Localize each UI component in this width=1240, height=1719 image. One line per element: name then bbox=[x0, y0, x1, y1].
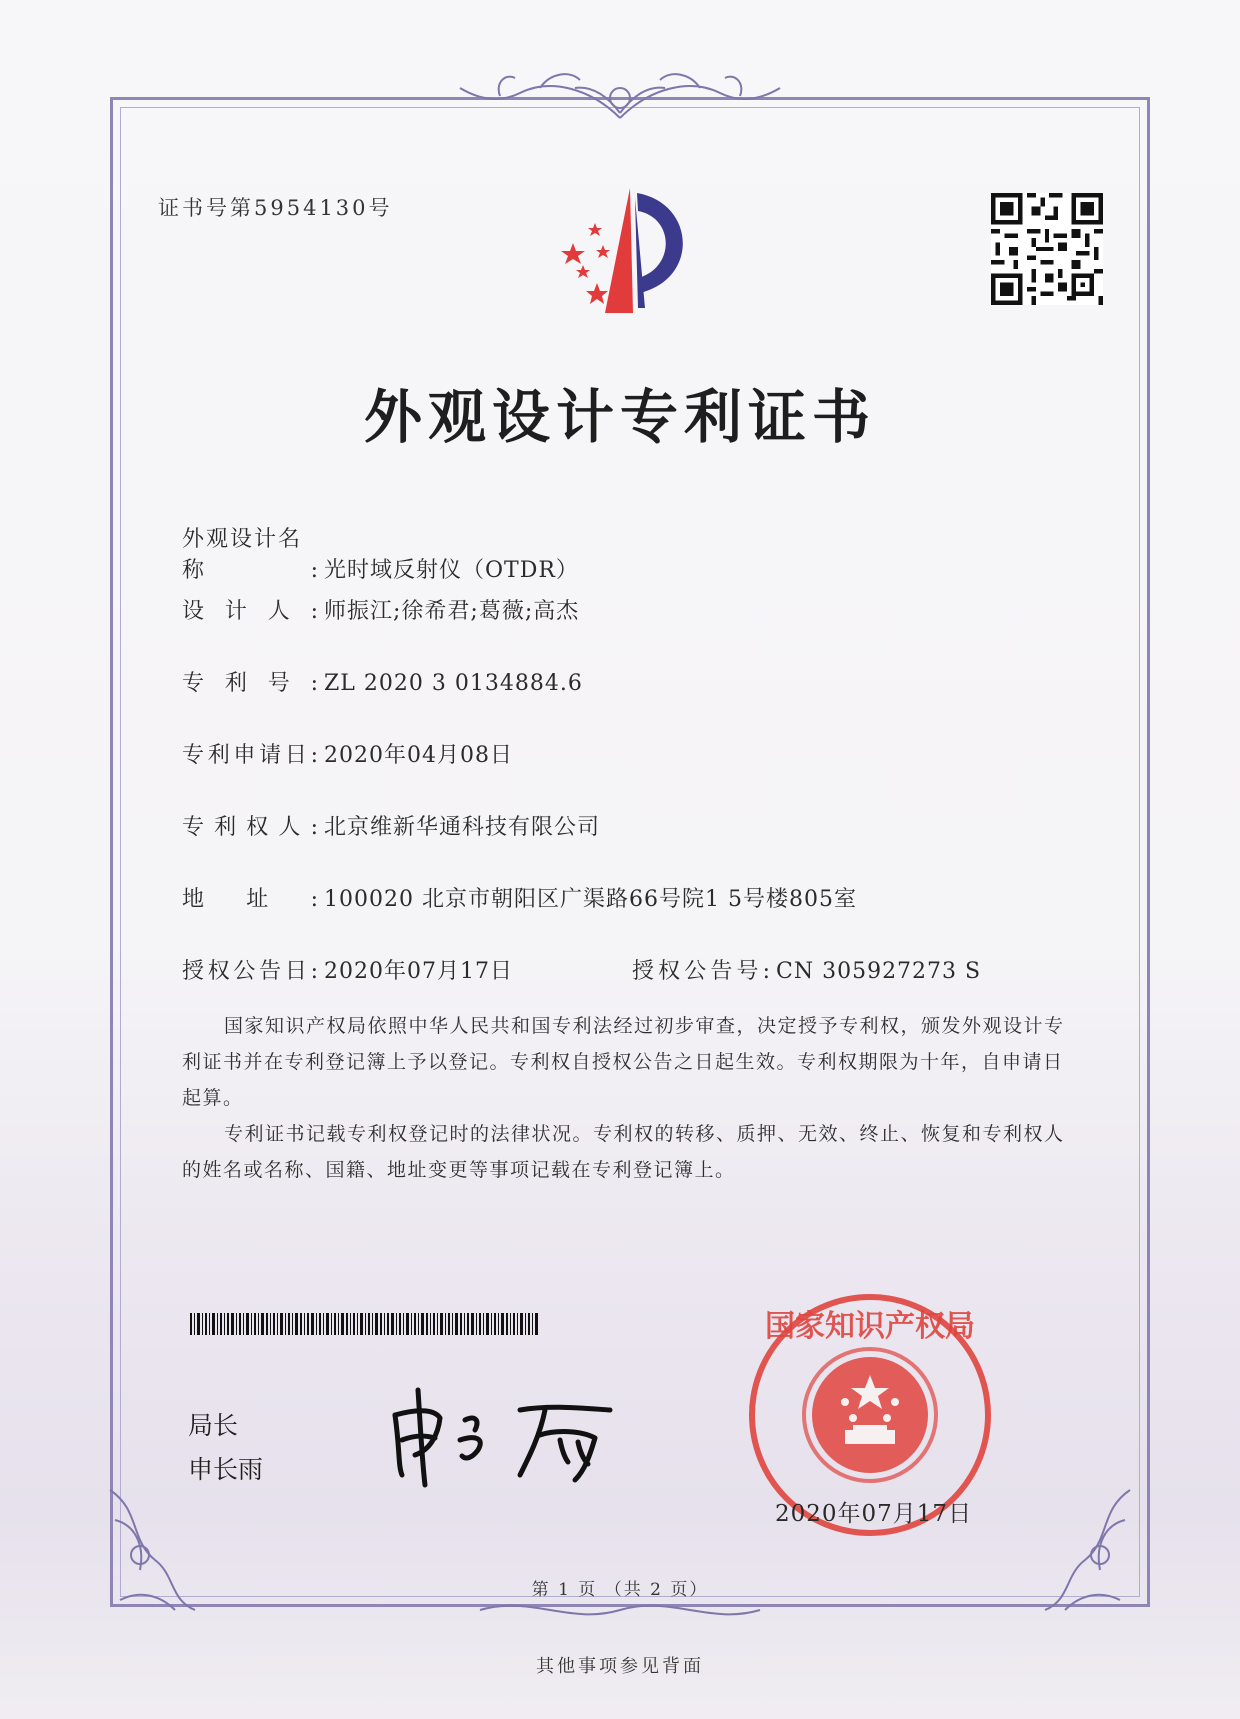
field-value: 2020年07月17日 bbox=[324, 959, 513, 984]
certificate-title: 外观设计专利证书 bbox=[363, 383, 876, 451]
barcode-icon bbox=[190, 1313, 540, 1335]
statement-paragraph-2: 专利证书记载专利权登记时的法律状况。专利权的转移、质押、无效、终止、恢复和专利权人的姓名或名称、国籍、地址变更等事项记载在专利登记簿上。 bbox=[182, 1123, 1065, 1181]
qr-code-icon[interactable] bbox=[991, 193, 1103, 305]
cnipa-logo-icon bbox=[545, 183, 695, 318]
field-value: 光时域反射仪（OTDR） bbox=[324, 558, 579, 583]
field-label: 专利权人: bbox=[182, 815, 320, 840]
field-designer bbox=[182, 594, 579, 625]
director-signature bbox=[380, 1380, 640, 1490]
field-patentee bbox=[182, 810, 600, 841]
field-label: 外观设计名称: bbox=[182, 527, 320, 583]
director-title: 局长 bbox=[188, 1411, 239, 1440]
field-label: 专利申请日: bbox=[182, 743, 320, 768]
page-number: 第 1 页 （共 2 页） bbox=[531, 1580, 709, 1600]
director-name: 申长雨 bbox=[188, 1455, 264, 1484]
field-label: 专利号: bbox=[182, 671, 320, 696]
field-value: 100020 北京市朝阳区广渠路66号院1 5号楼805室 bbox=[324, 887, 857, 912]
field-address bbox=[182, 882, 857, 913]
field-design-name bbox=[182, 522, 579, 584]
field-label: 设计人: bbox=[182, 599, 320, 624]
seal-text: 国家知识产权局 bbox=[765, 1309, 975, 1344]
top-ornament bbox=[440, 58, 800, 128]
field-value: 2020年04月08日 bbox=[324, 743, 513, 768]
field-value: 师振江;徐希君;葛薇;高杰 bbox=[324, 599, 580, 624]
certificate-number: 证书号第5954130号 bbox=[158, 196, 393, 220]
statement-paragraph-1: 国家知识产权局依照中华人民共和国专利法经过初步审查，决定授予专利权，颁发外观设计专利证书并在专利登记簿上予以登记。专利权自授权公告之日起生效。专利权期限为十年，自申请日起算。 bbox=[182, 1015, 1065, 1109]
field-patent-number bbox=[182, 666, 583, 697]
field-label: 地址: bbox=[182, 887, 320, 912]
back-side-note: 其他事项参见背面 bbox=[536, 1656, 704, 1677]
field-label: 授权公告号: bbox=[632, 959, 772, 984]
field-value: ZL 2020 3 0134884.6 bbox=[324, 671, 583, 696]
field-label: 授权公告日: bbox=[182, 959, 320, 984]
field-application-date bbox=[182, 738, 513, 769]
field-grant-date bbox=[182, 954, 513, 985]
seal-date: 2020年07月17日 bbox=[775, 1501, 973, 1527]
field-value: 北京维新华通科技有限公司 bbox=[324, 815, 601, 840]
field-announcement-number bbox=[632, 954, 981, 985]
field-value: CN 305927273 S bbox=[776, 959, 982, 984]
